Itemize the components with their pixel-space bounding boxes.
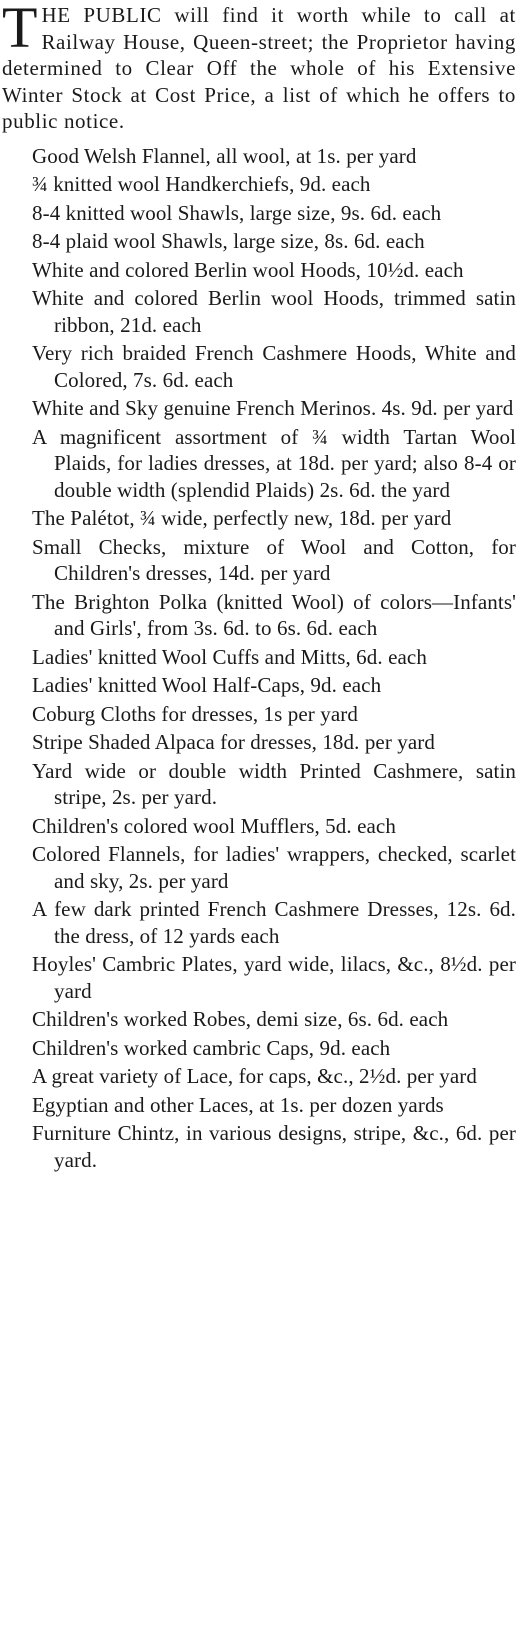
- intro-paragraph: [2, 2, 516, 135]
- list-item: Very rich braided French Cashmere Hoods, White and Colored, 7s. 6d. each: [32, 341, 516, 392]
- list-item: Ladies' knitted Wool Cuffs and Mitts, 6d. each: [32, 644, 427, 669]
- list-item: Colored Flannels, for ladies' wrappers, checked, scarlet and sky, 2s. per yard: [32, 842, 516, 893]
- list-item: White and Sky genuine French Merinos. 4s. 9d. per yard: [32, 396, 514, 420]
- list-item: ¾ knitted wool Handkerchiefs, 9d. each: [32, 172, 371, 196]
- list-item: A few dark printed French Cashmere Dresses, 12s. 6d. the dress, of 12 yards each: [32, 897, 516, 948]
- advertisement: [2, 2, 516, 1175]
- list-item: White and colored Berlin wool Hoods, trimmed satin ribbon, 21d. each: [32, 286, 516, 337]
- list-item: Children's worked cambric Caps, 9d. each: [32, 1035, 391, 1060]
- list-item: The Palétot, ¾ wide, perfectly new, 18d. per yard: [32, 506, 452, 530]
- list-item: Children's worked Robes, demi size, 6s. 6d. each: [32, 1007, 449, 1031]
- list-item: White and colored Berlin wool Hoods, 10½d. each: [32, 257, 464, 282]
- list-item: 8-4 plaid wool Shawls, large size, 8s. 6d. each: [32, 229, 425, 253]
- intro-text: HE PUBLIC will find it worth while to call at Railway House, Queen-street; the Proprietor having determined to Clear Off the whole of his Extensive Winter Stock at Cost Price, a list of which he offers to public notice.: [2, 3, 516, 133]
- list-item: Yard wide or double width Printed Cashmere, satin stripe, 2s. per yard.: [32, 758, 516, 809]
- list-item: Good Welsh Flannel, all wool, at 1s. per yard: [32, 143, 417, 168]
- list-item: Ladies' knitted Wool Half-Caps, 9d. each: [32, 673, 382, 697]
- list-item: A magnificent assortment of ¾ width Tartan Wool Plaids, for ladies dresses, at 18d. per yard; also 8-4 or double width (splendid Plaids) 2s. 6d. the yard: [32, 424, 516, 502]
- list-item: Furniture Chintz, in various designs, stripe, &c., 6d. per yard.: [32, 1121, 516, 1172]
- list-item: Children's colored wool Mufflers, 5d. each: [32, 813, 396, 838]
- list-item: The Brighton Polka (knitted Wool) of colors—Infants' and Girls', from 3s. 6d. to 6s. 6d. each: [32, 589, 516, 640]
- stock-list: [2, 143, 516, 1174]
- list-item: Coburg Cloths for dresses, 1s per yard: [32, 701, 358, 726]
- list-item: 8-4 knitted wool Shawls, large size, 9s. 6d. each: [32, 200, 442, 225]
- list-item: Hoyles' Cambric Plates, yard wide, lilacs, &c., 8½d. per yard: [32, 952, 516, 1003]
- list-item: Small Checks, mixture of Wool and Cotton, for Children's dresses, 14d. per yard: [32, 534, 516, 585]
- drop-cap: T: [2, 0, 38, 60]
- list-item: A great variety of Lace, for caps, &c., 2½d. per yard: [32, 1064, 477, 1088]
- list-item: Stripe Shaded Alpaca for dresses, 18d. per yard: [32, 730, 436, 754]
- list-item: Egyptian and other Laces, at 1s. per dozen yards: [32, 1092, 444, 1117]
